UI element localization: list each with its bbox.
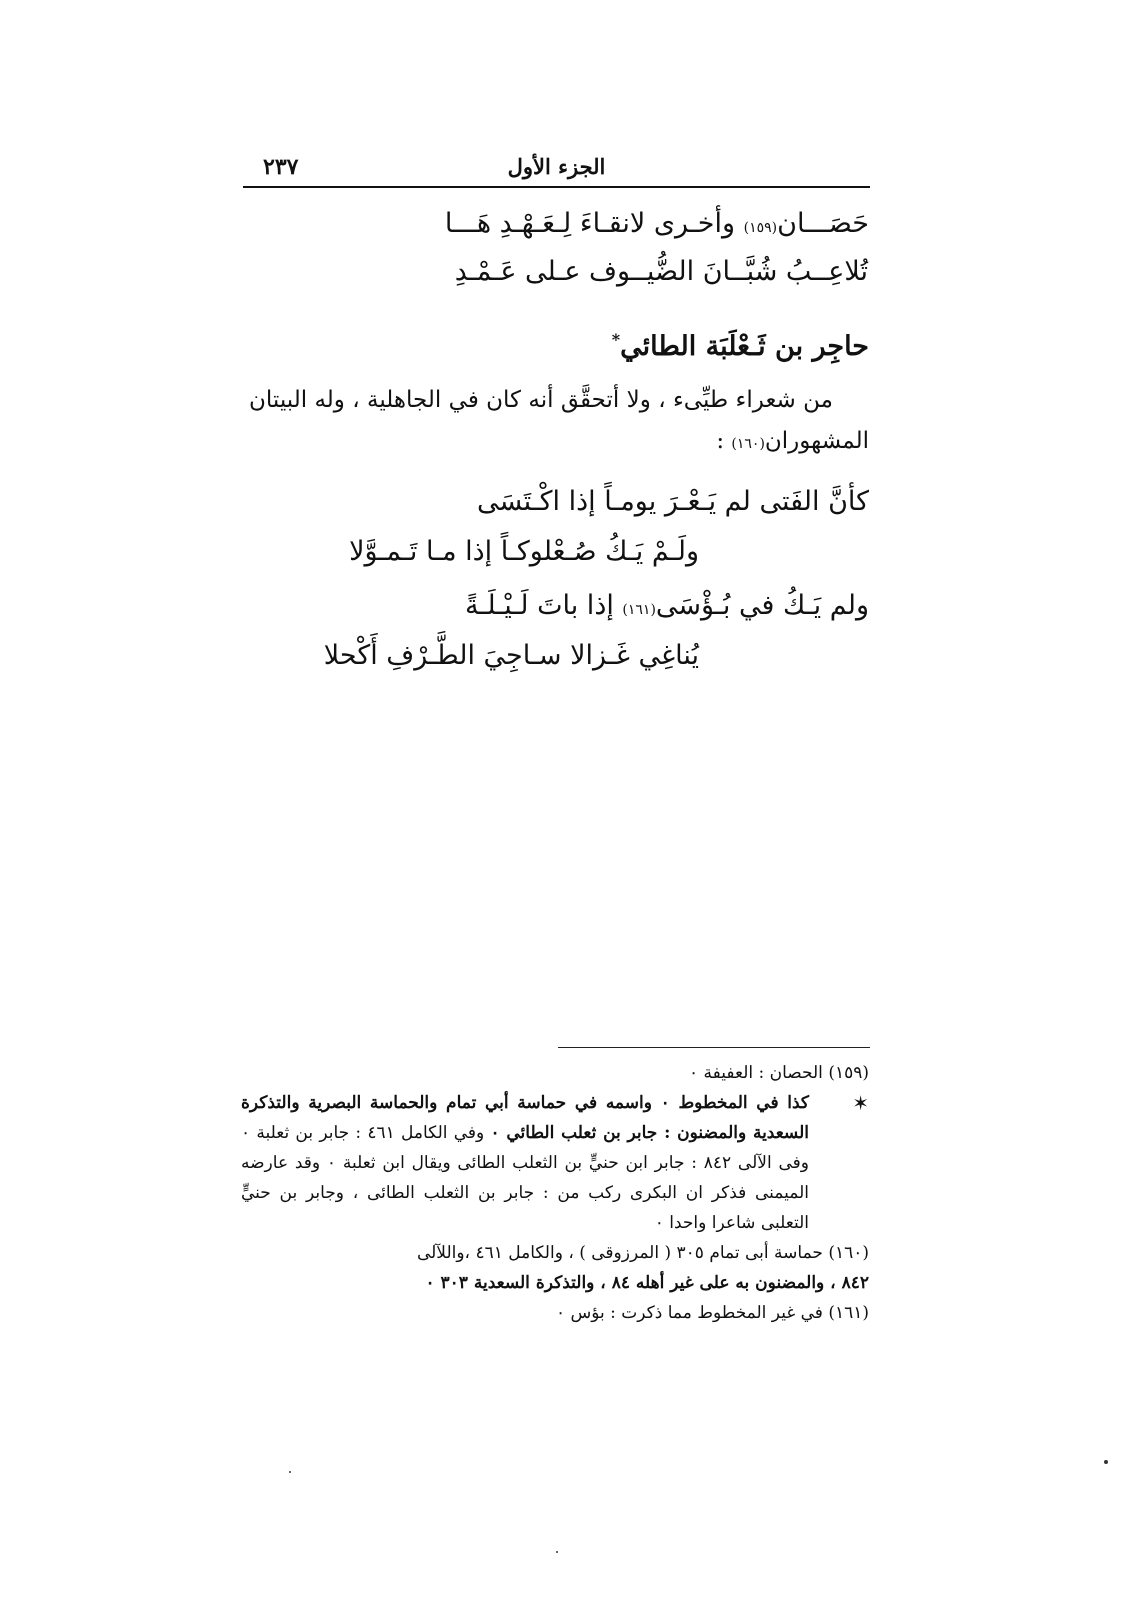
verse-text: إذا باتَ لَـيْـلَـةً [464,590,623,621]
intro-tail: : [716,428,732,454]
page-number: ٢٣٧ [263,154,299,180]
scan-speck [556,1551,558,1553]
verse-line [477,486,869,517]
verse-line [465,590,869,621]
verse-text: حَصَـــان [777,208,869,239]
footnote-161: (١٦١) في غير المخطوط مما ذكرت : بؤس ٠ [555,1303,869,1323]
verse-line [455,256,868,287]
footnote-ref: (١٦١) [622,602,656,618]
poet-name: حاجِر بن ثَـعْلَبَة الطائي [620,331,869,362]
footnote-star-bold: كذا في المخطوط ٠ واسمه في حماسة أبي تمام والحماسة البصرية والتذكرة السعدية والمضنون : جابر بن ثعلب الطائي ٠ [241,1093,809,1143]
footnote-divider [558,1047,870,1048]
page-header [243,150,870,188]
footnote-star: * [611,330,621,349]
scan-speck [1104,1460,1108,1464]
footnotes [241,1058,869,1328]
running-title: الجزء الأول [507,154,606,179]
scan-speck [289,1471,291,1473]
footnote-ref: (١٥٩) [743,220,778,236]
intro-text: من شعراء طيِّىء ، ولا أتحقَّق أنه كان في الجاهلية ، وله البيتان المشهوران [249,387,869,454]
footnote-160-cont: ٨٤٢ ، والمضنون به على غير أهله ٨٤ ، والتذكرة السعدية ٣٠٣ ٠ [425,1273,869,1293]
verse-text: وأخـرى لانقـاءَ لِـعَـهْـدِ هَـــا [444,208,744,239]
footnote-ref: (١٦٠) [731,436,765,452]
verse-line [324,640,699,671]
star-icon: ✶ [852,1091,869,1115]
verse-text: يُناغِي غَـزالا سـاجِيَ الطَّـرْفِ أَكْحلا [323,640,699,671]
footnote-star-note [241,1088,869,1238]
footnote-160: (١٦٠) حماسة أبى تمام ٣٠٥ ( المرزوقى ) ، والكامل ٤٦١ ،واللآلى [416,1243,869,1263]
verse-text: تُلاعِــبُ شُبَّــانَ الضُّيــوف عـلى عَـمْـدِ [454,256,868,287]
verse-text: ولم يَـكُ في بُـؤْسَى [655,590,869,621]
intro-paragraph [249,380,869,465]
verse-text: كأنَّ الفَتى لم يَـعْـرَ يومـاً إذا اكْـتَسَى [477,486,869,517]
verse-text: ولَـمْ يَـكُ صُـعْلوكـاً إذا مـا تَـمـوَّلا [349,536,699,567]
poet-heading [612,330,869,362]
footnote-159: (١٥٩) الحصان : العفيفة ٠ [689,1063,869,1083]
footnote-star-text: وفي الكامل ٤٦١ : جابر بن ثعلبة ٠ وفى الآلى ٨٤٢ : جابر ابن حنيٍّ بن الثعلب الطائى ويقال ابن ثعلبة ٠ وقد عارضه الميمنى فذكر ان البكرى ركب من : جابر بن الثعلب الطائى ، وجابر بن حنيٍّ التعلبى شاعرا واحدا ٠ [241,1123,809,1233]
verse-line [349,536,699,567]
verse-line [445,208,869,239]
